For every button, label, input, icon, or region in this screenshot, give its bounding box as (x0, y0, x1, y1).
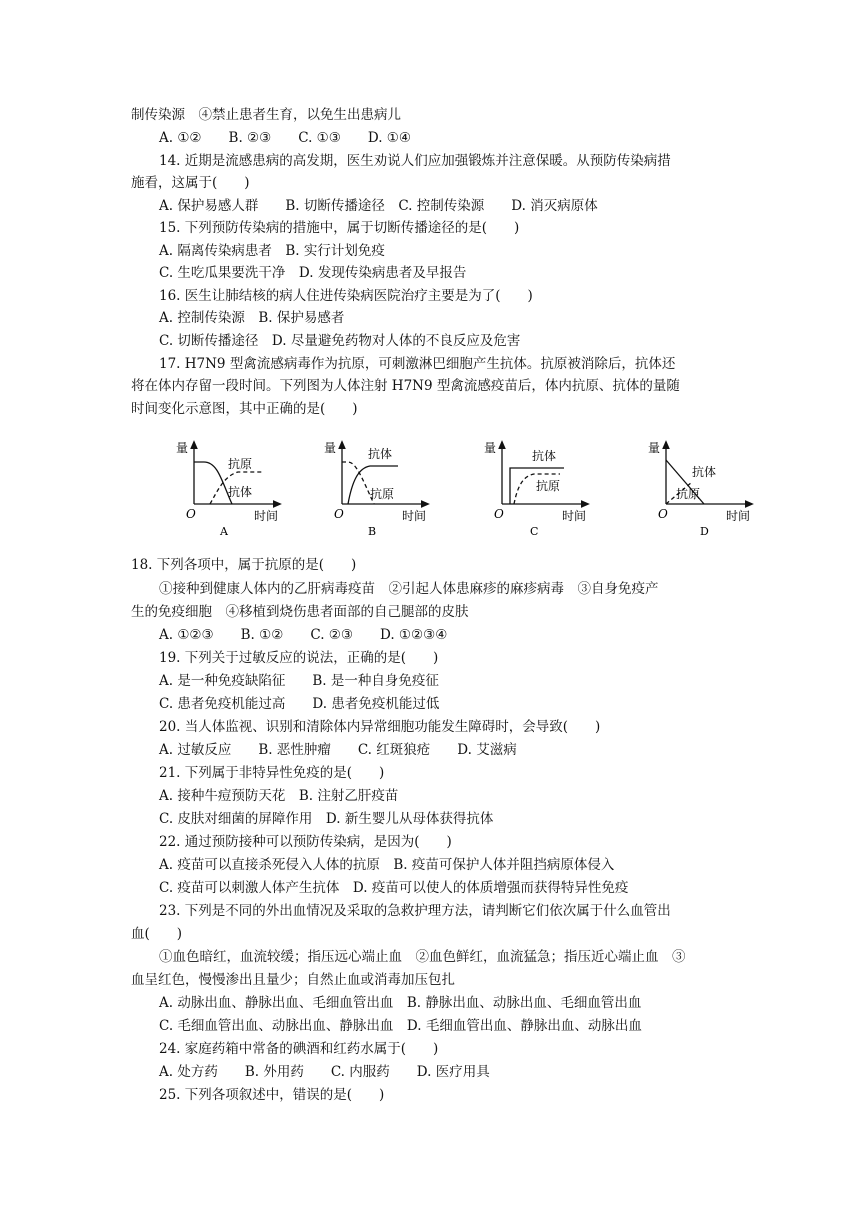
options: A. 处方药 B. 外用药 C. 内服药 D. 医疗用具 (159, 1064, 490, 1080)
y-axis-label: 量 (176, 441, 189, 455)
x-axis-label: 时间 (562, 509, 587, 523)
options: A. 保护易感人群 B. 切断传播途径 C. 控制传染源 D. 消灭病原体 (159, 198, 598, 214)
antigen-label: 抗原 (370, 487, 395, 501)
options: C. 患者免疫机能过高 D. 患者免疫机能过低 (159, 696, 440, 712)
x-axis-label: 时间 (726, 509, 751, 523)
options: C. 疫苗可以刺激人体产生抗体 D. 疫苗可以使人的体质增强而获得特异性免疫 (159, 880, 629, 896)
antigen-label: 抗原 (536, 479, 561, 493)
text-line: ①接种到健康人体内的乙肝病毒疫苗 ②引起人体患麻疹的麻疹病毒 ③自身免疫产 (159, 581, 659, 597)
caption-a: A (220, 525, 228, 538)
question-25: 25. 下列各项叙述中，错误的是( ) (159, 1087, 385, 1103)
text-line: ①血色暗红，血流较缓；指压远心端止血 ②血色鲜红，血流猛急；指压近心端止血 ③ (159, 949, 686, 965)
text-line: 将在体内存留一段时间。下列图为人体注射 H7N9 型禽流感疫苗后，体内抗原、抗体的量随 (131, 378, 680, 394)
origin-label: O (186, 507, 196, 521)
options: A. ①②③ B. ①② C. ②③ D. ①②③④ (159, 627, 448, 643)
options: A. 动脉出血、静脉出血、毛细血管出血 B. 静脉出血、动脉出血、毛细血管出血 (159, 995, 642, 1011)
question-21: 21. 下列属于非特异性免疫的是( ) (159, 765, 385, 781)
question-15: 15. 下列预防传染病的措施中，属于切断传播途径的是( ) (159, 220, 520, 236)
origin-label: O (334, 507, 344, 521)
question-16: 16. 医生让肺结核的病人住进传染病医院治疗主要是为了( ) (159, 288, 533, 304)
question-22: 22. 通过预防接种可以预防传染病，是因为( ) (159, 834, 452, 850)
y-axis-label: 量 (324, 441, 337, 455)
antibody-label: 抗体 (368, 447, 393, 461)
options: C. 切断传播途径 D. 尽量避免药物对人体的不良反应及危害 (159, 333, 521, 349)
text-line: 生的免疫细胞 ④移植到烧伤患者面部的自己腿部的皮肤 (131, 604, 469, 620)
text-line: 时间变化示意图，其中正确的是( ) (131, 401, 358, 417)
caption-b: B (368, 525, 377, 538)
text-line: 制传染源 ④禁止患者生育，以免生出患病儿 (131, 107, 401, 123)
question-19: 19. 下列关于过敏反应的说法，正确的是( ) (159, 650, 439, 666)
solid-curve (194, 462, 232, 504)
question-20: 20. 当人体监视、识别和清除体内异常细胞功能发生障碍时，会导致( ) (159, 719, 601, 735)
antigen-label: 抗原 (676, 487, 701, 501)
options: A. 隔离传染病患者 B. 实行计划免疫 (159, 243, 385, 259)
antibody-label: 抗体 (692, 465, 717, 479)
options: A. 控制传染源 B. 保护易感者 (159, 310, 345, 326)
options: C. 皮肤对细菌的屏障作用 D. 新生婴儿从母体获得抗体 (159, 811, 494, 827)
question-23: 23. 下列是不同的外出血情况及采取的急救护理方法，请判断它们依次属于什么血管出 (159, 903, 671, 919)
options: A. 是一种免疫缺陷征 B. 是一种自身免疫征 (159, 673, 439, 689)
text-line: 施看，这属于( ) (131, 175, 250, 191)
x-axis-label: 时间 (254, 509, 279, 523)
options: C. 毛细血管出血、动脉出血、静脉出血 D. 毛细血管出血、静脉出血、动脉出血 (159, 1018, 642, 1034)
text-line: 血( ) (131, 926, 183, 942)
question-17: 17. H7N9 型禽流感病毒作为抗原，可刺激淋巴细胞产生抗体。抗原被消除后，抗体还 (159, 356, 676, 372)
text-line: A. ①② B. ②③ C. ①③ D. ①④ (159, 130, 412, 146)
antibody-label: 抗体 (532, 449, 557, 463)
figure-c (478, 438, 608, 538)
y-axis-label: 量 (484, 441, 497, 455)
options: A. 疫苗可以直接杀死侵入人体的抗原 B. 疫苗可保护人体并阻挡病原体侵入 (159, 857, 615, 873)
caption-d: D (700, 525, 709, 538)
figure-row (170, 438, 760, 538)
options: A. 接种牛痘预防天花 B. 注射乙肝疫苗 (159, 788, 399, 804)
options: A. 过敏反应 B. 恶性肿瘤 C. 红斑狼疮 D. 艾滋病 (159, 742, 517, 758)
question-14: 14. 近期是流感患病的高发期，医生劝说人们应加强锻炼并注意保暖。从预防传染病措 (159, 153, 671, 169)
figure-a (170, 438, 300, 538)
antigen-label: 抗原 (228, 457, 253, 471)
figure-d (640, 438, 770, 538)
y-axis-label: 量 (648, 441, 661, 455)
question-18: 18. 下列各项中，属于抗原的是( ) (131, 557, 357, 573)
origin-label: O (658, 507, 668, 521)
caption-c: C (530, 525, 539, 538)
figure-c-chart (478, 438, 608, 538)
antibody-label: 抗体 (228, 485, 253, 499)
figure-a-chart (170, 438, 300, 538)
figure-d-chart (640, 438, 770, 538)
figure-b-chart (318, 438, 448, 538)
origin-label: O (494, 507, 504, 521)
figure-b (318, 438, 448, 538)
question-24: 24. 家庭药箱中常备的碘酒和红药水属于( ) (159, 1041, 439, 1057)
text-line: 血呈红色，慢慢渗出且量少；自然止血或消毒加压包扎 (131, 972, 455, 988)
x-axis-label: 时间 (402, 509, 427, 523)
options: C. 生吃瓜果要洗干净 D. 发现传染病患者及早报告 (159, 265, 467, 281)
